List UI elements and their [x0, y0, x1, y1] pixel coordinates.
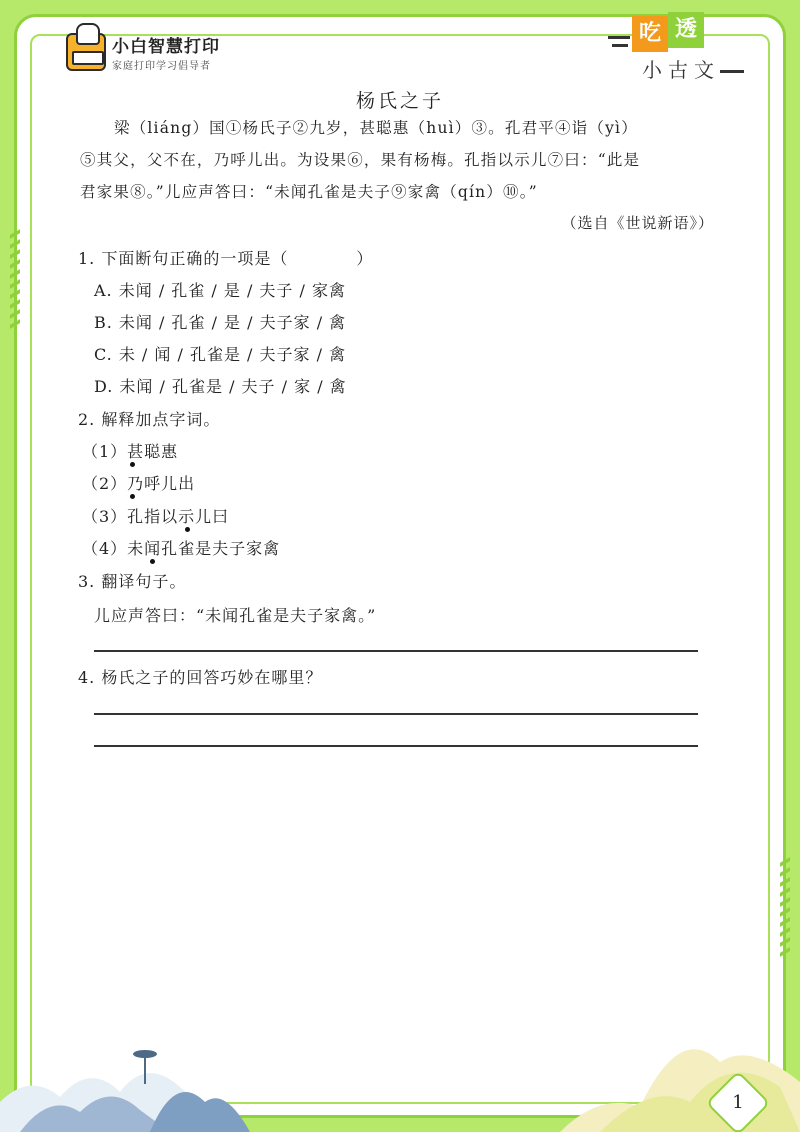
answer-line-q4-1[interactable] [94, 713, 698, 715]
q2-item-3: （3）孔指以示儿曰 [82, 507, 230, 526]
badge-line-right [720, 70, 744, 73]
mountain-landscape-illustration [0, 992, 800, 1132]
badge-subtitle: 小古文 [642, 58, 720, 82]
q2-item-1: （1）甚聪惠 [82, 442, 179, 461]
page-number: 1 [732, 1092, 744, 1113]
q2-item-2: （2）乃呼儿出 [82, 474, 196, 493]
article-title: 杨氏之子 [355, 90, 444, 112]
brand-slogan: 家庭打印学习倡导者 [112, 61, 211, 72]
badge-tou: 透 [668, 12, 704, 48]
badge-line-left-2 [612, 44, 628, 47]
option-a: A. 未闻 / 孔雀 / 是 / 夫子 / 家禽 [94, 281, 346, 300]
option-b: B. 未闻 / 孔雀 / 是 / 夫子家 / 禽 [94, 313, 347, 332]
brand-name: 小白智慧打印 [112, 37, 220, 57]
question-1: 1. 下面断句正确的一项是（ ） [78, 249, 374, 268]
badge-line-left [608, 36, 630, 39]
article-line-1: 梁（liáng）国①杨氏子②九岁，甚聪惠（huì）③。孔君平④诣（yì） [114, 119, 638, 137]
q3-sentence: 儿应声答曰：“未闻孔雀是夫子家禽。” [94, 606, 377, 625]
article-line-3: 君家果⑧。”儿应声答曰：“未闻孔雀是夫子⑨家禽（qín）⑩。” [80, 183, 538, 201]
answer-line-q4-2[interactable] [94, 745, 698, 747]
article-source: （选自《世说新语》） [561, 214, 714, 232]
left-stripe-decoration [10, 232, 20, 326]
question-4: 4. 杨氏之子的回答巧妙在哪里？ [78, 668, 323, 687]
emphasis-dot [130, 494, 135, 499]
series-badge [608, 10, 748, 80]
emphasis-dot [185, 527, 190, 532]
emphasis-dot [150, 559, 155, 564]
q2-item-4: （4）未闻孔雀是夫子家禽 [82, 539, 281, 558]
printer-mascot-icon [66, 33, 106, 71]
answer-line-q3[interactable] [94, 650, 698, 652]
question-2: 2. 解释加点字词。 [78, 410, 221, 429]
badge-chi: 吃 [632, 16, 668, 52]
right-stripe-decoration [780, 860, 790, 954]
question-3: 3. 翻译句子。 [78, 572, 187, 591]
brand-logo [66, 32, 220, 72]
article-line-2: ⑤其父，父不在，乃呼儿出。为设果⑥，果有杨梅。孔指以示儿⑦曰：“此是 [80, 151, 641, 169]
option-c: C. 未 / 闻 / 孔雀是 / 夫子家 / 禽 [94, 345, 347, 364]
emphasis-dot [130, 462, 135, 467]
article-text [80, 112, 720, 208]
option-d: D. 未闻 / 孔雀是 / 夫子 / 家 / 禽 [94, 377, 347, 396]
